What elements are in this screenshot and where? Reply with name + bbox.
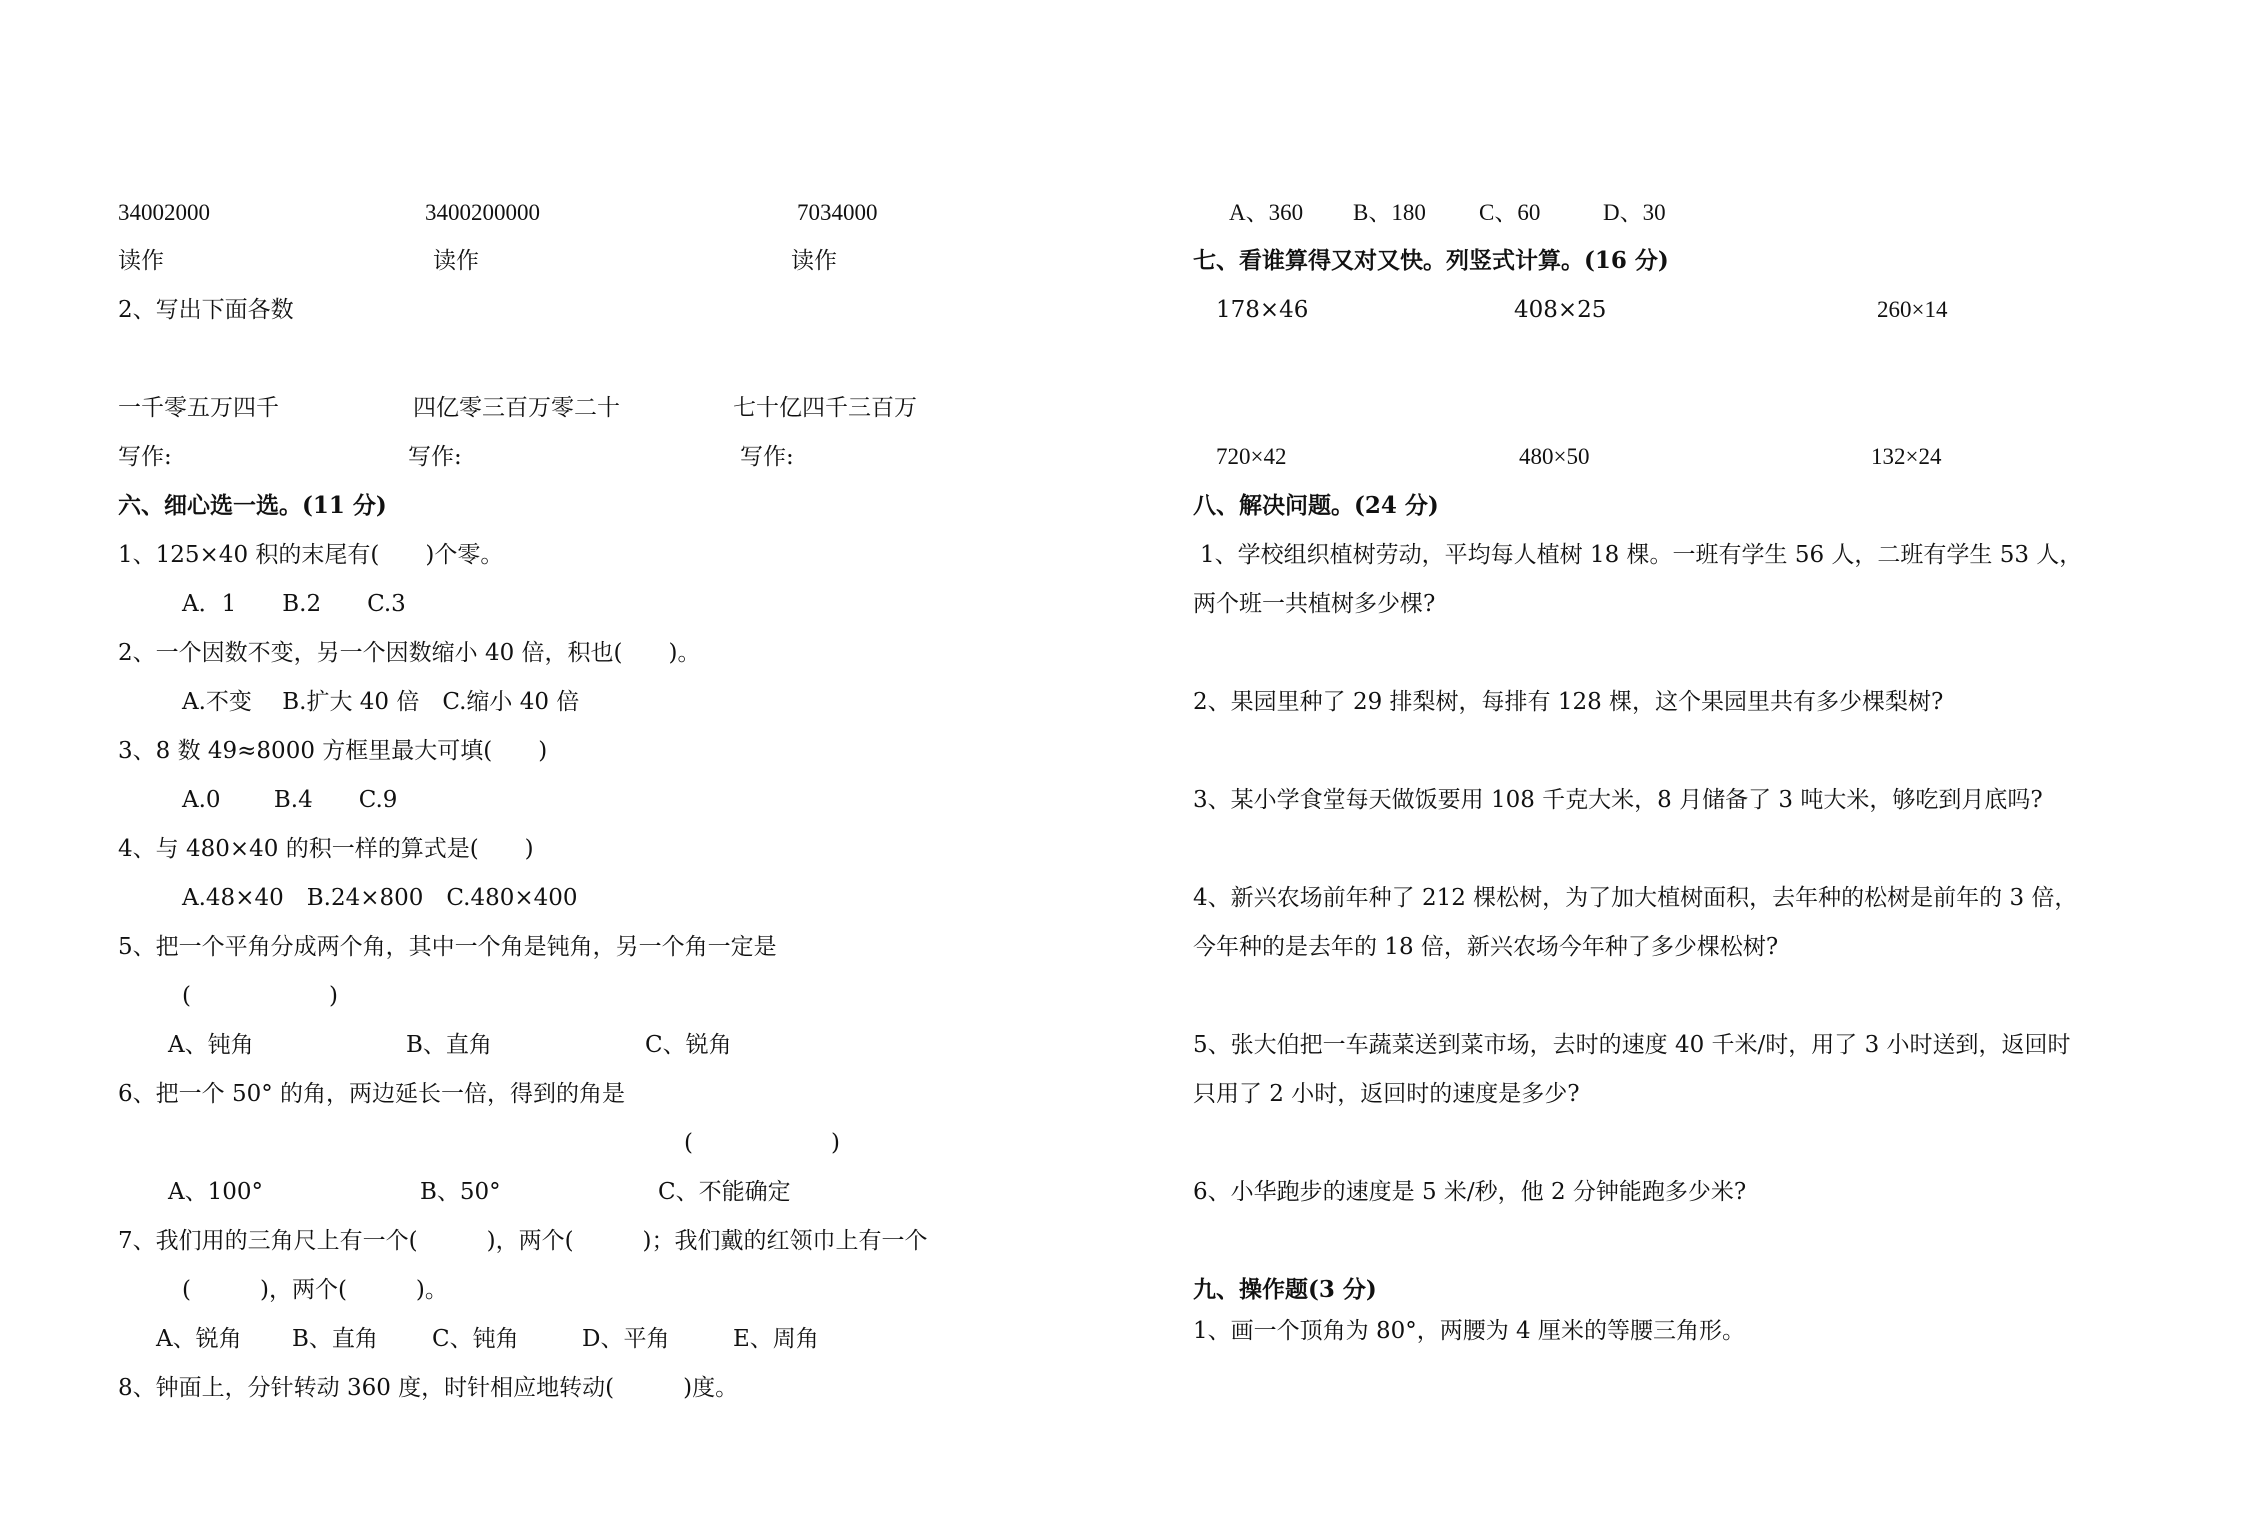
section-7-title: 七、看谁算得又对又快。列竖式计算。(16 分) (1193, 247, 1669, 274)
problem-1-line-1: 1、学校组织植树劳动，平均每人植树 18 棵。一班有学生 56 人，二班有学生 53 人， (1200, 542, 2083, 568)
problem-1-line-2: 两个班一共植树多少棵? (1193, 591, 1436, 617)
s6-question-1-options: A．1 B.2 C.3 (182, 591, 406, 617)
s6-q8-option-c: C、60 (1479, 200, 1541, 225)
s6-q6-option-b: B、50° (420, 1179, 501, 1205)
problem-3: 3、某小学食堂每天做饭要用 108 千克大米，8 月储备了 3 吨大米，够吃到月底吗? (1193, 787, 2043, 813)
number-item-2: 3400200000 (425, 200, 540, 225)
calc-4: 720×42 (1216, 444, 1287, 469)
section-9-title: 九、操作题(3 分) (1193, 1276, 1377, 1303)
read-label-1: 读作 (118, 248, 164, 274)
s6-question-5: 5、把一个平角分成两个角，其中一个角是钝角，另一个角一定是 (118, 934, 777, 960)
s6-q8-option-a: A、360 (1229, 200, 1304, 225)
write-label-1: 写作: (118, 444, 172, 470)
s6-question-7-continued: ( )，两个( )。 (182, 1277, 448, 1303)
s6-q7-option-b: B、直角 (292, 1326, 378, 1352)
read-label-2: 读作 (433, 248, 479, 274)
calc-3: 260×14 (1877, 297, 1948, 322)
s6-question-1: 1、125×40 积的末尾有( )个零。 (118, 542, 504, 568)
calc-1: 178×46 (1216, 297, 1309, 323)
s6-question-8: 8、钟面上，分针转动 360 度，时针相应地转动( )度。 (118, 1375, 739, 1401)
word-number-1: 一千零五万四千 (118, 395, 279, 421)
s6-question-3-options: A.0 B.4 C.9 (182, 787, 398, 813)
s6-q7-option-e: E、周角 (733, 1326, 819, 1352)
problem-2: 2、果园里种了 29 排梨树，每排有 128 棵，这个果园里共有多少棵梨树? (1193, 689, 1944, 715)
question-2-title: 2、写出下面各数 (118, 297, 294, 323)
s6-question-3: 3、8 数 49≈8000 方框里最大可填( ) (118, 738, 548, 764)
section-8-title: 八、解决问题。(24 分) (1193, 492, 1439, 519)
word-number-3: 七十亿四千三百万 (733, 395, 917, 421)
write-label-2: 写作: (408, 444, 462, 470)
s9-question-1: 1、画一个顶角为 80°，两腰为 4 厘米的等腰三角形。 (1193, 1318, 1745, 1344)
s6-question-2-options: A.不变 B.扩大 40 倍 C.缩小 40 倍 (182, 689, 580, 715)
s6-q5-option-c: C、锐角 (645, 1032, 732, 1058)
calc-5: 480×50 (1519, 444, 1590, 469)
write-label-3: 写作: (740, 444, 794, 470)
s6-q7-option-c: C、钝角 (432, 1326, 519, 1352)
s6-question-6-answer-blank: ( ) (684, 1130, 840, 1156)
number-item-1: 34002000 (118, 200, 210, 225)
problem-4-line-1: 4、新兴农场前年种了 212 棵松树，为了加大植树面积，去年种的松树是前年的 3 倍， (1193, 885, 2078, 911)
problem-5-line-2: 只用了 2 小时，返回时的速度是多少? (1193, 1081, 1580, 1107)
read-label-3: 读作 (791, 248, 837, 274)
s6-question-4: 4、与 480×40 的积一样的算式是( ) (118, 836, 534, 862)
s6-q5-option-a: A、钝角 (168, 1032, 254, 1058)
s6-question-7: 7、我们用的三角尺上有一个( )，两个( )；我们戴的红领巾上有一个 (118, 1228, 928, 1254)
section-6-title: 六、细心选一选。(11 分) (118, 492, 387, 519)
problem-5-line-1: 5、张大伯把一车蔬菜送到菜市场，去时的速度 40 千米/时，用了 3 小时送到，返回时 (1193, 1032, 2071, 1058)
s6-q6-option-c: C、不能确定 (658, 1179, 791, 1205)
s6-q7-option-d: D、平角 (582, 1326, 670, 1352)
s6-q8-option-d: D、30 (1603, 200, 1666, 225)
s6-question-4-options: A.48×40 B.24×800 C.480×400 (182, 885, 578, 911)
s6-q5-option-b: B、直角 (406, 1032, 492, 1058)
s6-q7-option-a: A、锐角 (156, 1326, 242, 1352)
s6-q6-option-a: A、100° (168, 1179, 264, 1205)
s6-q8-option-b: B、180 (1353, 200, 1426, 225)
s6-question-2: 2、一个因数不变，另一个因数缩小 40 倍，积也( )。 (118, 640, 701, 666)
problem-6: 6、小华跑步的速度是 5 米/秒，他 2 分钟能跑多少米? (1193, 1179, 1747, 1205)
calc-2: 408×25 (1514, 297, 1607, 323)
word-number-2: 四亿零三百万零二十 (413, 395, 620, 421)
problem-4-line-2: 今年种的是去年的 18 倍，新兴农场今年种了多少棵松树? (1193, 934, 1779, 960)
number-item-3: 7034000 (797, 200, 878, 225)
s6-question-6: 6、把一个 50° 的角，两边延长一倍，得到的角是 (118, 1081, 626, 1107)
s6-question-5-answer-blank: ( ) (182, 983, 338, 1009)
calc-6: 132×24 (1871, 444, 1942, 469)
